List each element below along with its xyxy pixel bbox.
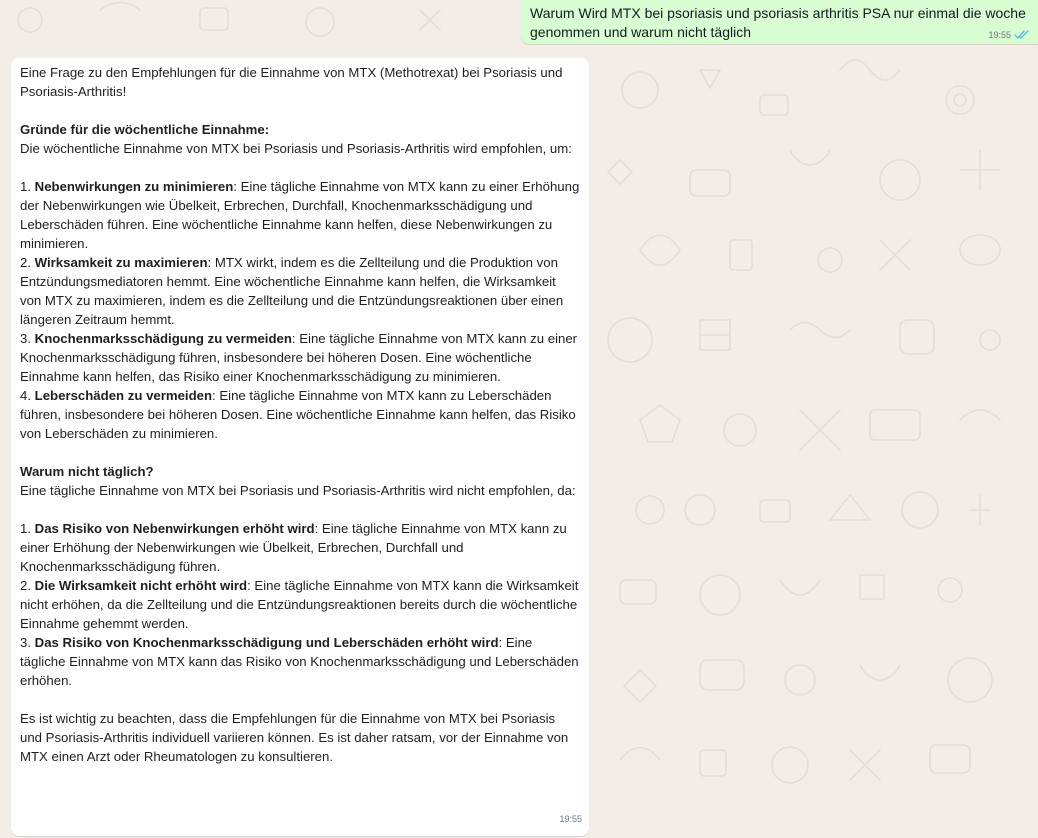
section-heading: Gründe für die wöchentliche Einnahme:: [20, 122, 270, 137]
intro-paragraph: Eine Frage zu den Empfehlungen für die Einnahme von MTX (Methotrexat) bei Psoriasis und Psoriasis-Arthritis!: [20, 65, 563, 99]
list-item: 2. Die Wirksamkeit nicht erhöht wird: Eine tägliche Einnahme von MTX kann die Wirksamkeit nicht erhöhen, da die Zellteilung und die Entzündungsreaktionen bereits durch die wöchentliche Einnahme gehemmt werden.: [20, 578, 579, 631]
incoming-message-body: [20, 63, 580, 766]
incoming-message[interactable]: [11, 58, 589, 836]
outgoing-message-time: 19:55: [988, 29, 1011, 40]
outgoing-message-text: Warum Wird MTX bei psoriasis und psoriasis arthritis PSA nur einmal die woche genommen und warum nicht täglich: [530, 5, 1026, 40]
section-heading: Warum nicht täglich?: [20, 464, 154, 479]
incoming-message-time: 19:55: [559, 814, 582, 824]
section-lead: Eine tägliche Einnahme von MTX bei Psoriasis und Psoriasis-Arthritis wird nicht empfohlen, da:: [20, 483, 576, 498]
list-item: 2. Wirksamkeit zu maximieren: MTX wirkt, indem es die Zellteilung und die Produktion von Entzündungsmediatoren hemmt. Eine wöchentliche Einnahme kann helfen, die Wirksamkeit von MTX zu maximieren, indem es die Zellteilung und die Entzündungsreaktionen über einen längeren Zeitraum hemmt.: [20, 255, 564, 327]
section-lead: Die wöchentliche Einnahme von MTX bei Psoriasis und Psoriasis-Arthritis wird empfohlen, um:: [20, 141, 572, 156]
outgoing-message-meta: [988, 29, 1030, 40]
list-item: 1. Nebenwirkungen zu minimieren: Eine tägliche Einnahme von MTX kann zu einer Erhöhung der Nebenwirkungen wie Übelkeit, Erbrechen, Durchfall, Knochenmarksschädigung und Leberschäden führen. Eine wöchentliche Einnahme kann helfen, diese Nebenwirkungen zu minimieren.: [20, 179, 580, 251]
list-item: 1. Das Risiko von Nebenwirkungen erhöht wird: Eine tägliche Einnahme von MTX kann zu einer Erhöhung der Nebenwirkungen wie Übelkeit, Erbrechen, Durchfall und Knochenmarksschädigung führen.: [20, 521, 567, 574]
double-check-read-icon: [1014, 29, 1030, 40]
list-item: 3. Knochenmarksschädigung zu vermeiden: Eine tägliche Einnahme von MTX kann zu einer Knochenmarksschädigung führen, insbesondere bei höheren Dosen. Eine wöchentliche Einnahme kann helfen, das Risiko einer Knochenmarksschädigung zu minimieren.: [20, 331, 578, 384]
list-item: 3. Das Risiko von Knochenmarksschädigung und Leberschäden erhöht wird: Eine tägliche Einnahme von MTX kann das Risiko von Knochenmarksschädigung und Leberschäden erhöhen.: [20, 635, 579, 688]
outgoing-message[interactable]: [521, 0, 1038, 44]
closing-paragraph: Es ist wichtig zu beachten, dass die Empfehlungen für die Einnahme von MTX bei Psoriasis und Psoriasis-Arthritis individuell variieren können. Es ist daher ratsam, vor der Einnahme von MTX einen Arzt oder Rheumatologen zu konsultieren.: [20, 711, 569, 764]
list-item: 4. Leberschäden zu vermeiden: Eine tägliche Einnahme von MTX kann zu Leberschäden führen, insbesondere bei höheren Dosen. Eine wöchentliche Einnahme kann helfen, das Risiko von Leberschäden zu minimieren.: [20, 388, 576, 441]
